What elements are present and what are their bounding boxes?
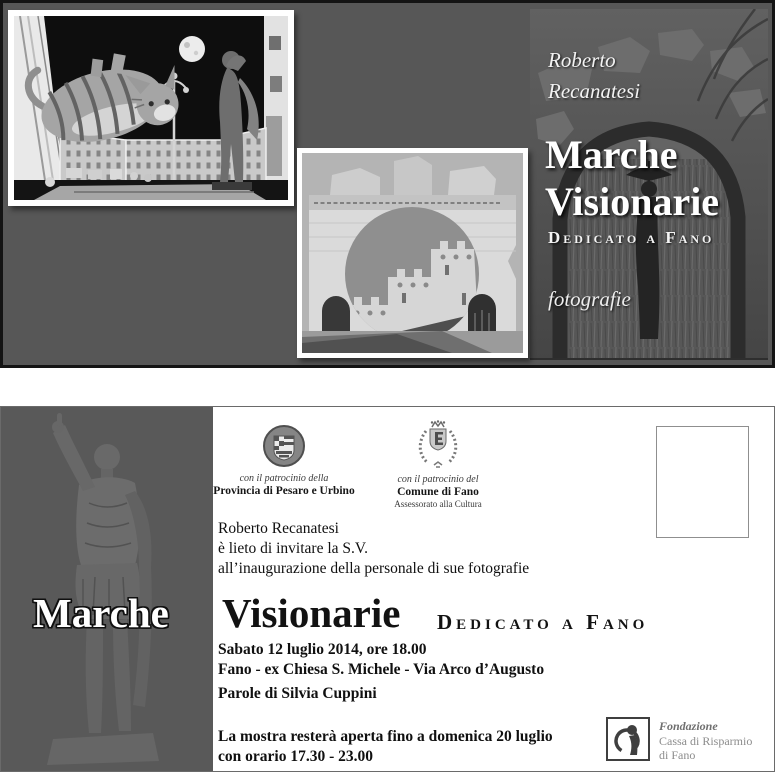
- comune-caption: con il patrocinio del: [397, 474, 479, 485]
- photo-arco-montage: [297, 148, 528, 358]
- cat-piazza-illustration: [14, 16, 288, 200]
- sponsor-block: [606, 717, 752, 763]
- card-title-visionarie: Visionarie: [222, 590, 401, 636]
- flyer-front-panel: [0, 0, 775, 368]
- cover-author-line1: Roberto: [548, 48, 616, 72]
- cover-title-line2: Visionarie: [545, 179, 720, 224]
- invitation-text: [218, 519, 529, 579]
- invitation-line2: è lieto di invitare la S.V.: [218, 540, 368, 557]
- event-closing-line1: La mostra resterà aperta fino a domenica 20 luglio: [218, 728, 553, 745]
- event-datetime-venue: [218, 640, 544, 680]
- cover-author-line2: Recanatesi: [548, 79, 641, 103]
- event-closing-block: [218, 727, 553, 767]
- event-closing-line2: con orario 17.30 - 23.00: [218, 748, 373, 765]
- card-title-dedicato: Dedicato a Fano: [437, 610, 649, 634]
- sponsor-line3: di Fano: [659, 748, 696, 762]
- patronage-provincia: [194, 424, 374, 497]
- cover-subtitle: Dedicato a Fano: [548, 228, 715, 247]
- cover-title: [545, 131, 719, 225]
- comune-di-fano-crest-icon: [410, 419, 466, 469]
- comune-department: Assessorato alla Cultura: [394, 499, 482, 509]
- photo-cat-piazza: [8, 10, 294, 206]
- event-datetime: Sabato 12 luglio 2014, ore 18.00: [218, 641, 427, 658]
- provincia-pesaro-urbino-crest-icon: [262, 424, 306, 468]
- patronage-comune: [348, 419, 528, 509]
- invitation-line3: all’inaugurazione della personale di sue fotografie: [218, 560, 530, 577]
- cover-title-line1: Marche: [545, 132, 678, 177]
- provincia-caption: con il patrocinio della: [239, 473, 329, 484]
- invitation-card: [0, 406, 775, 772]
- event-venue: Fano - ex Chiesa S. Michele - Via Arco d’Augusto: [218, 661, 545, 678]
- card-title-marche: Marche: [33, 590, 169, 636]
- fondazione-cassa-risparmio-logo-icon: [606, 717, 650, 761]
- event-speaker-block: [218, 684, 377, 704]
- arco-montage-illustration: [302, 153, 523, 353]
- sponsor-line1: Fondazione: [659, 719, 718, 733]
- cover-genre: fotografie: [548, 287, 631, 311]
- cover-author: [548, 45, 640, 107]
- event-speaker: Parole di Silvia Cuppini: [218, 685, 377, 702]
- sponsor-text: [659, 717, 752, 763]
- invitation-line1: Roberto Recanatesi: [218, 520, 339, 537]
- sponsor-line2: Cassa di Risparmio: [659, 733, 753, 748]
- book-cover: [530, 9, 768, 360]
- comune-name: Comune di Fano: [397, 486, 479, 498]
- stamp-placeholder: [656, 426, 749, 538]
- provincia-name: Provincia di Pesaro e Urbino: [213, 485, 355, 497]
